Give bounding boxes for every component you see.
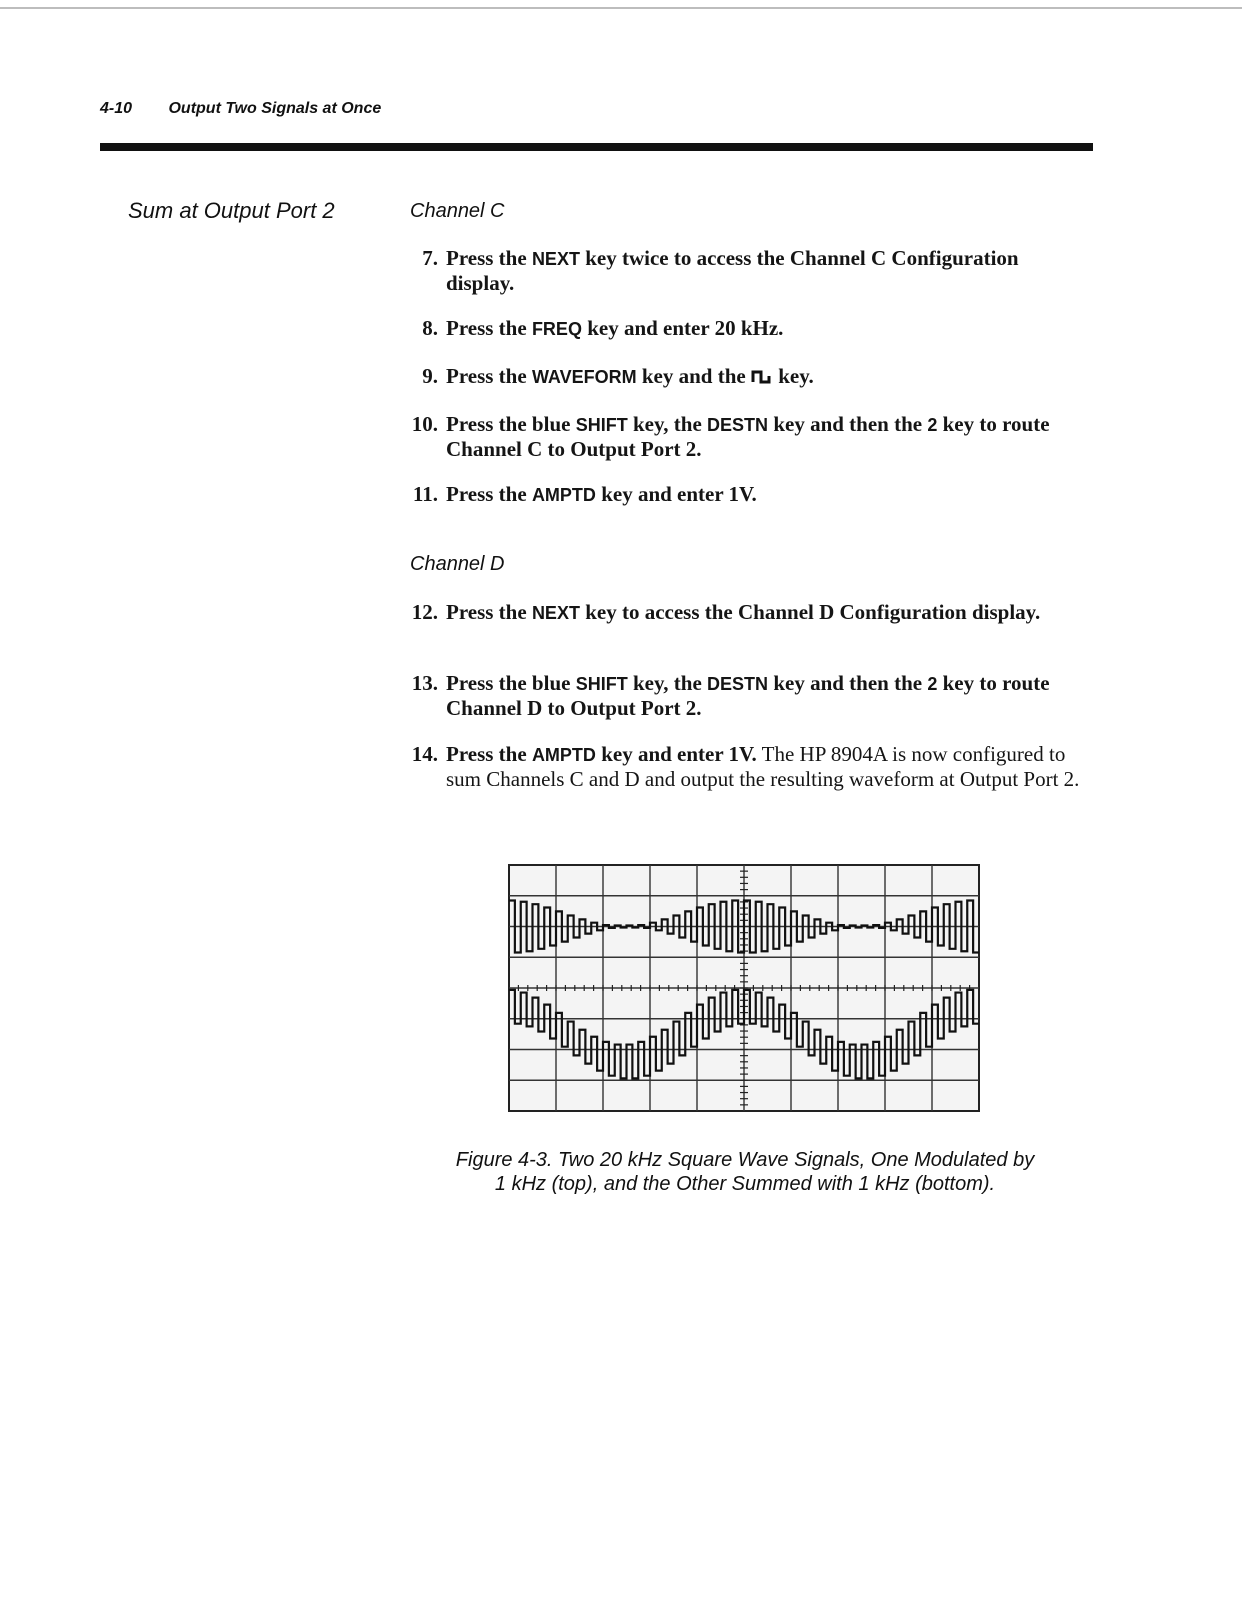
step-text: Press the AMPTD key and enter 1V. The HP 8904A is now configured to sum Channels C and D and output the resulting waveform at Output Port 2. (446, 742, 1080, 791)
step-14 (402, 742, 1082, 791)
waveform-key-label: WAVEFORM (531, 367, 637, 387)
shift-key-label: SHIFT (575, 674, 628, 694)
step-12 (402, 600, 1082, 625)
caption-line-2: 1 kHz (top), and the Other Summed with 1 kHz (bottom). (494, 1173, 996, 1195)
step-text: Press the NEXT key to access the Channel D Configuration display. (446, 600, 1041, 624)
step-number: 8. (422, 316, 438, 340)
two-key-label: 2 (927, 674, 938, 694)
step-text: Press the AMPTD key and enter 1V. (446, 482, 757, 506)
square-wave-icon (751, 369, 773, 385)
step-text: Press the WAVEFORM key and the key. (446, 364, 814, 388)
figure-caption (410, 1148, 1080, 1196)
destn-key-label: DESTN (707, 415, 769, 435)
chapter-title: Output Two Signals at Once (168, 100, 382, 117)
next-key-label: NEXT (531, 249, 580, 269)
freq-key-label: FREQ (531, 319, 582, 339)
step-number: 7. (422, 246, 438, 270)
running-head (100, 100, 381, 118)
step-11 (402, 482, 1082, 507)
shift-key-label: SHIFT (575, 415, 628, 435)
step-14-description: The HP 8904A is now configured to sum Channels C and D and output the resulting waveform at Output Port 2. (446, 742, 1080, 791)
step-text: Press the FREQ key and enter 20 kHz. (446, 316, 784, 340)
step-text: Press the NEXT key twice to access the Channel C Configuration display. (446, 246, 1019, 295)
step-number: 14. (411, 742, 438, 766)
next-key-label: NEXT (531, 603, 580, 623)
step-text: Press the blue SHIFT key, the DESTN key and then the 2 key to route Channel C to Output Port 2. (446, 412, 1050, 461)
step-number: 11. (412, 482, 438, 506)
destn-key-label: DESTN (707, 674, 769, 694)
step-number: 13. (411, 671, 438, 695)
section-title: Sum at Output Port 2 (128, 198, 335, 223)
step-9 (402, 364, 1082, 389)
scan-edge-line (0, 7, 1242, 9)
step-8 (402, 316, 1082, 341)
step-number: 10. (411, 412, 438, 436)
header-rule (100, 143, 1093, 151)
step-number: 9. (422, 364, 438, 388)
two-key-label: 2 (927, 415, 938, 435)
step-7 (402, 246, 1082, 295)
channel-d-heading: Channel D (410, 553, 505, 575)
amptd-key-label: AMPTD (531, 485, 596, 505)
oscilloscope-figure (508, 864, 982, 1114)
step-13 (402, 671, 1082, 720)
channel-c-heading: Channel C (410, 200, 505, 222)
step-10 (402, 412, 1082, 461)
page-number: 4-10 (100, 100, 133, 117)
amptd-key-label: AMPTD (531, 745, 596, 765)
caption-line-1: Figure 4-3. Two 20 kHz Square Wave Signals, One Modulated by (455, 1149, 1035, 1171)
step-number: 12. (411, 600, 438, 624)
step-text: Press the blue SHIFT key, the DESTN key and then the 2 key to route Channel D to Output Port 2. (446, 671, 1050, 720)
